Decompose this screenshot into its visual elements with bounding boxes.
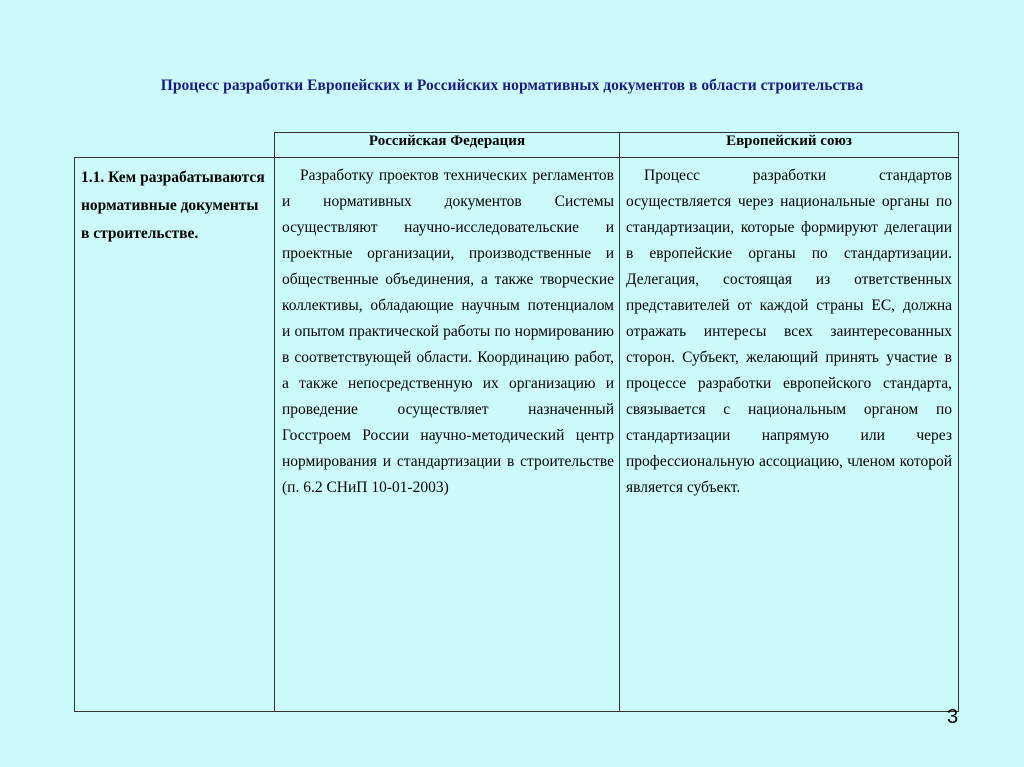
table-header-row: [75, 133, 959, 158]
row-label: 1.1. Кем разрабатываются нормативные документы в строительстве.: [75, 158, 275, 712]
russia-cell: [275, 158, 620, 712]
table-row: [75, 158, 959, 712]
eu-text: Процесс разработки стандартов осуществляется через национальные органы по стандартизации, которые формируют делегации в европейские органы по стандартизации. Делегация, состоящая из ответственных представителей от каждой страны ЕС, должна отражать интересы всех заинтересованных сторон. Субъект, желающий принять участие в процессе разработки европейского стандарта, связывается с национальным органом по стандартизации напрямую или через профессиональную ассоциацию, членом которой является субъект.: [626, 167, 952, 496]
header-russia: Российская Федерация: [275, 133, 620, 158]
eu-cell: [620, 158, 959, 712]
comparison-table: [74, 132, 959, 712]
russia-text: Разработку проектов технических регламентов и нормативных документов Системы осуществляют научно-исследовательские и проектные организации, производственные и общественные объединения, а также творческие коллективы, обладающие научным потенциалом и опытом практической работы по нормированию в соответствующей области. Координацию работ, а также непосредственную их организацию и проведение осуществляет назначенный Госстроем России научно-методический центр нормирования и стандартизации в строительстве (п. 6.2 СНиП 10-01-2003): [282, 167, 614, 496]
header-eu: Европейский союз: [620, 133, 959, 158]
slide-title: Процесс разработки Европейских и Российских нормативных документов в области строительства: [160, 77, 864, 94]
page-number: 3: [947, 706, 959, 728]
header-empty-cell: [75, 133, 275, 158]
